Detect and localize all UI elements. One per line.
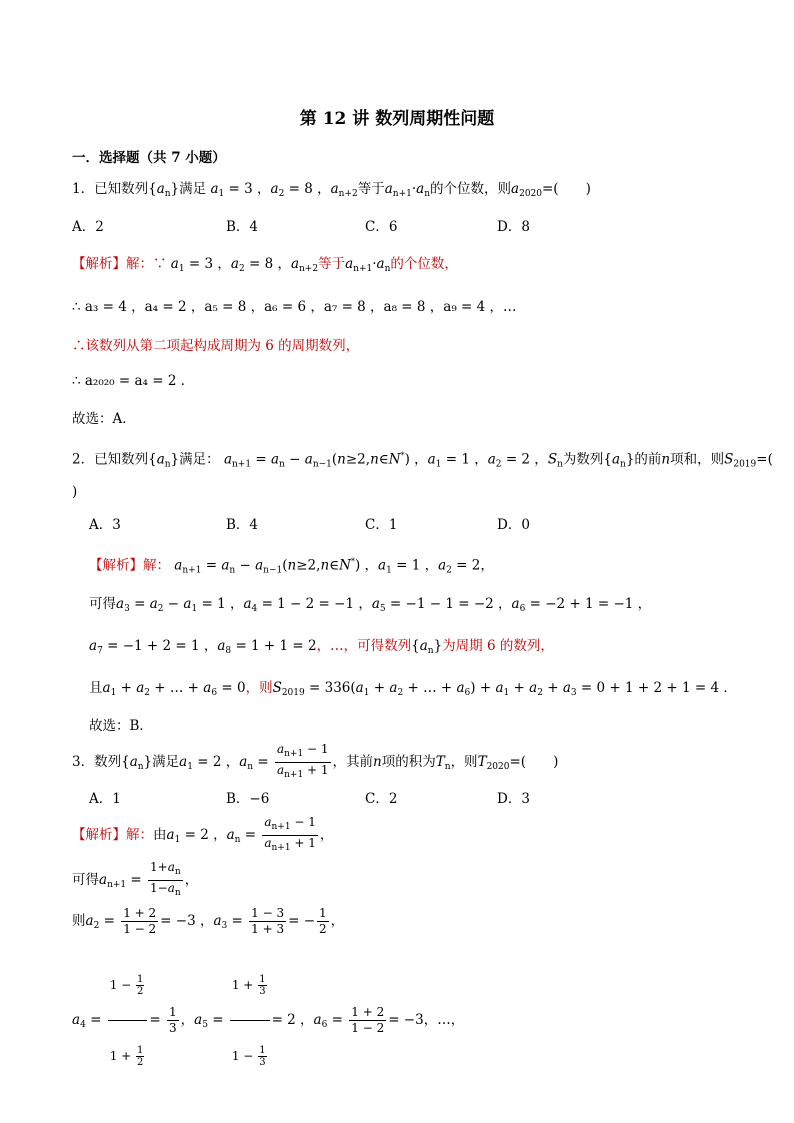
q3-solution-line-1: 【解析】解：由$a_1 = 2$ ，$a_n$ = $\frac{a_{n+1} - 1}{a_{n+1} + 1}$ ， xyxy=(72,815,334,853)
solution-tag: 【解析】解： xyxy=(89,557,170,574)
question-3-stem: 3．数列$\{a_n\}$满足$a_1 = 2$ ，$a_n$ = $\frac{a_{n+1} - 1}{a_{n+1} + 1}$ ，其前n项的积为$T_n$，则$T_{2020}=$( ) xyxy=(72,742,559,780)
q2-option-a[interactable]: A．3 xyxy=(89,517,121,533)
solution-tag: 【解析】解： xyxy=(72,256,153,272)
q2-solution-line-2: 可得$a_3 = a_2 - a_1 = 1$ ，$a_4 = 1 - 2 = -1$ ，$a_5 = -1 - 1 = -2$ ，$a_6 = -2 + 1 = -1$ ， xyxy=(89,596,652,614)
q1-solution-line-1: 【解析】解：∵ $a_1 = 3$ ，$a_2 = 8$ ，$a_{n+2}$等于$a_{n+1}\cdot a_n$的个位数， xyxy=(72,256,458,274)
question-2-stem-end: ) xyxy=(72,484,78,500)
q2-solution-line-1: 【解析】解： $a_{n+1} = a_n$ − $a_{n-1}(n\ge 2,n\in N^*)$ ，$a_1 = 1$ ，$a_2 = 2$， xyxy=(89,557,494,576)
q1-option-b[interactable]: B．4 xyxy=(226,219,259,235)
q2-answer: 故选：B． xyxy=(89,718,153,734)
q2-option-c[interactable]: C．1 xyxy=(365,517,398,533)
q3-solution-line-3: 则$a_2$ = $\frac{1 + 2}{1 - 2}$ = −3 ，$a_3$ = $\frac{1 - 3}{1 + 3}$ = − $\frac{1}{2}$ ， xyxy=(72,906,345,936)
q3-option-c[interactable]: C．2 xyxy=(365,791,398,807)
solution-tag: 【解析】解： xyxy=(72,827,153,843)
page-title: 第 12 讲 数列周期性问题 xyxy=(299,109,495,129)
q1-option-a[interactable]: A．2 xyxy=(72,219,104,235)
q3-option-b[interactable]: B．−6 xyxy=(226,791,270,807)
q1-answer: 故选：A． xyxy=(72,411,136,427)
q2-option-d[interactable]: D．0 xyxy=(497,517,530,533)
q1-solution-line-2: ∴ a₃ = 4 ，a₄ = 2 ，a₅ = 8 ，a₆ = 6 ，a₇ = 8 ，a₈ = 8 ，a₉ = 4 ，… xyxy=(72,299,517,315)
q1-solution-line-4: ∴ a₂₀₂₀ = a₄ = 2 ． xyxy=(72,373,195,389)
q1-solution-line-3: ∴该数列从第二项起构成周期为 6 的周期数列， xyxy=(72,338,360,354)
question-2-stem: 2．已知数列$\{a_n\}$满足： $a_{n+1} = a_n$ − $a_{n-1}(n\ge 2,n\in N^*)$ ，$a_1 = 1$ ，$a_2 = 2$ ，$S_n$为数列$\{a_n\}$的前n项和，则$S_{2019}=$( xyxy=(72,451,773,470)
question-1-stem: 1．已知数列$\{a_n\}$满足 $a_1 = 3$ ，$a_2 = 8$ ，$a_{n+2}$等于$a_{n+1}\cdot a_n$的个位数，则$a_{2020}=$( ) xyxy=(72,181,591,199)
q1-option-c[interactable]: C．6 xyxy=(365,219,398,235)
q2-solution-line-4: 且$a_1 + a_2$ + … + $a_6 = 0$，则$S_{2019} = 336(a_1 + a_2$ + … + $a_6) + a_1 + a_2 + a_3 = 0 + 1 + 2 + 1 = 4$ ． xyxy=(89,680,737,698)
q3-solution-line-2: 可得$a_{n+1}$ = $\frac{1+a_n}{1-a_n}$ ， xyxy=(72,860,199,898)
q3-option-a[interactable]: A．1 xyxy=(89,791,121,807)
q2-solution-line-3: $a_7 = -1 + 2 = 1$ ，$a_8 = 1 + 1 = 2$，…，可得数列$\{a_n\}$为周期 6 的数列， xyxy=(89,638,554,656)
q2-option-b[interactable]: B．4 xyxy=(226,517,259,533)
q3-option-d[interactable]: D．3 xyxy=(497,791,530,807)
q3-solution-line-4: $a_4$ = 1 − $\frac{1}{2}$ 1 + $\frac{1}{2}$ = $\frac{1}{3}$ ，$a_5$ = 1 + $\frac{1}{3}$ 1 − $\frac{1}{3}$ = 2 ，$a_6$ = $\frac{1 + 2}{1 - 2}$ = −3，…， xyxy=(72,950,464,1091)
section-heading: 一．选择题（共 7 小题） xyxy=(72,150,226,166)
q1-option-d[interactable]: D．8 xyxy=(497,219,530,235)
